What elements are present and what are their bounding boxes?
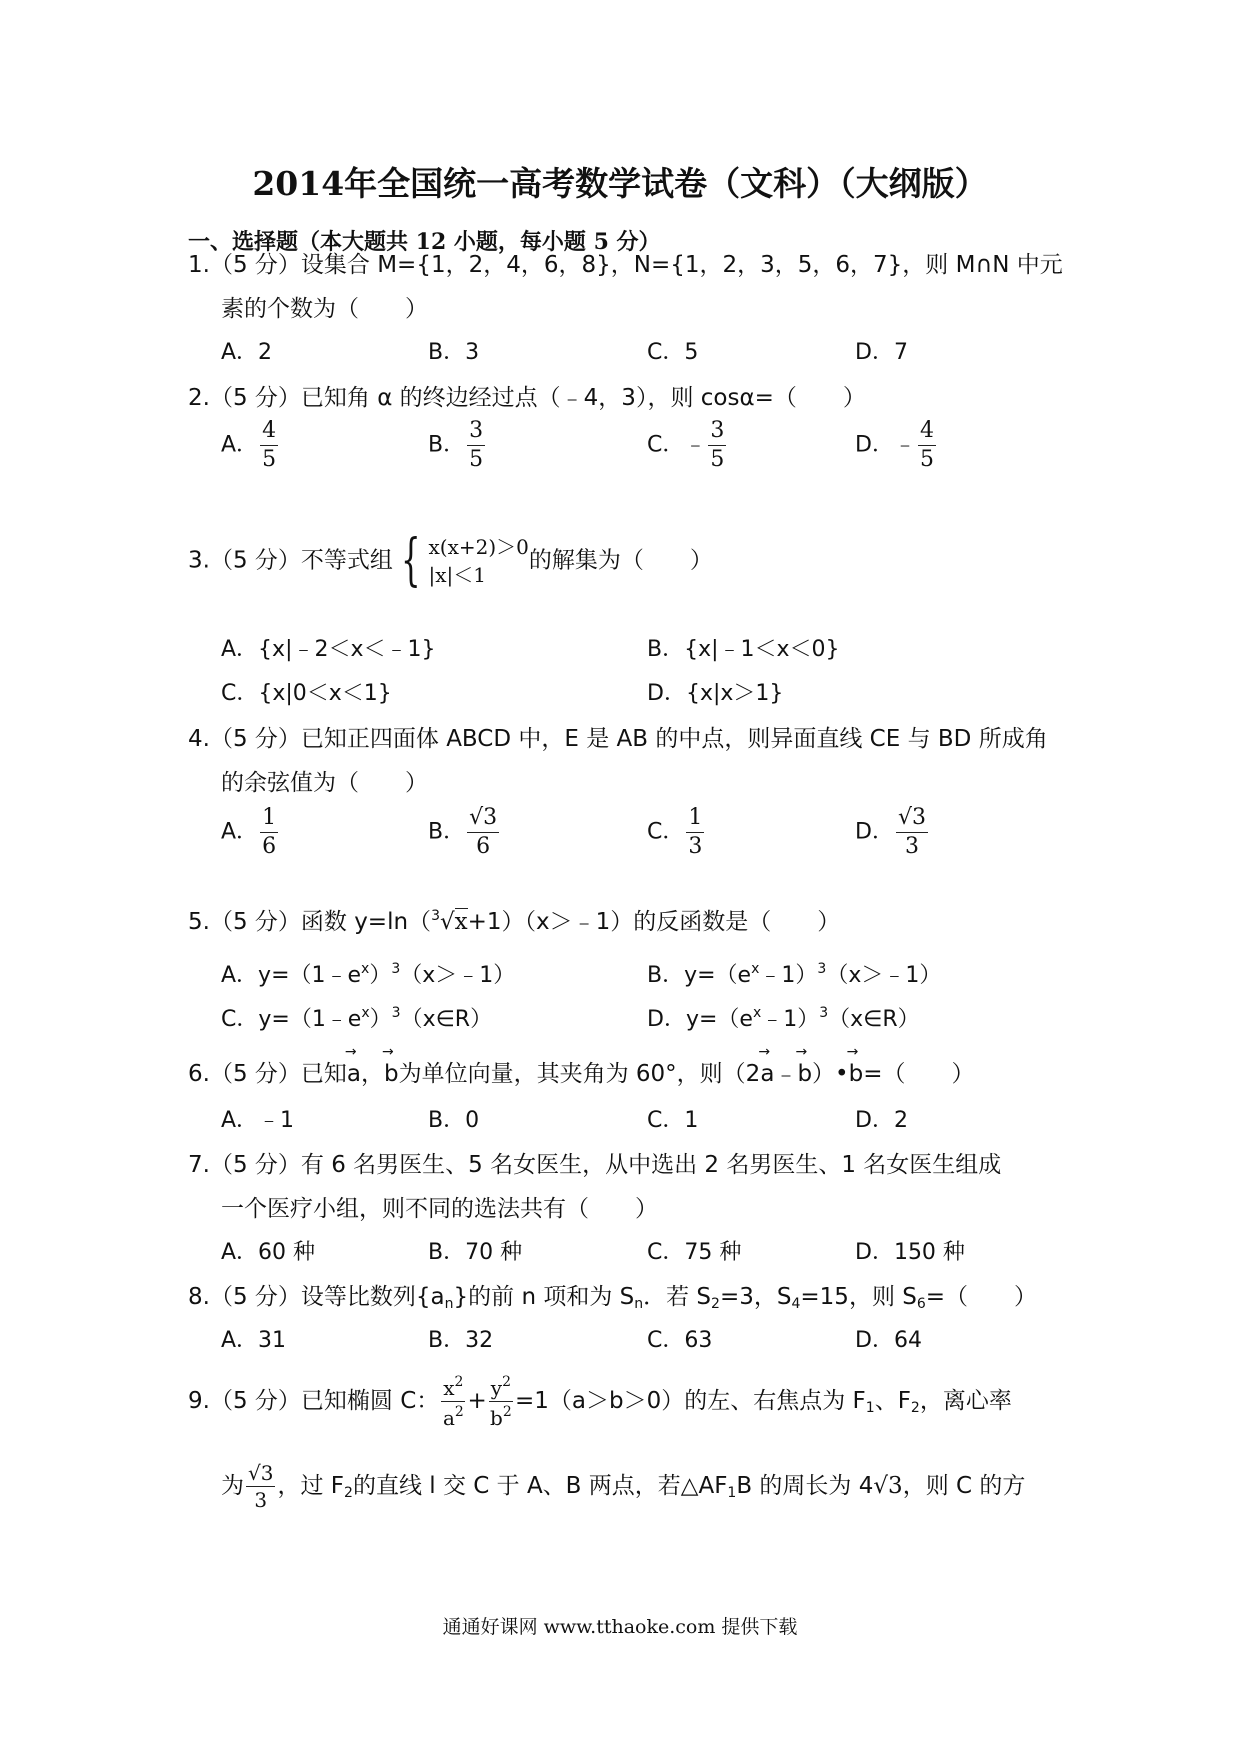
numerator: 4 [918,420,936,446]
subscript: n [634,1296,644,1312]
numerator [489,1375,513,1402]
question-2-stem: 2.（5 分）已知角 α 的终边经过点（﹣4，3），则 cosα=（ ） [188,385,866,411]
denominator [489,1402,513,1428]
fraction [260,420,278,471]
q6-option-b: B．0 [428,1108,480,1133]
question-1-line1: 1.（5 分）设集合 M={1，2，4，6，8}，N={1，2，3，5，6，7}，则 M∩N 中元 [188,252,1063,278]
numerator: 1 [260,807,278,833]
q6-option-a: A．﹣1 [221,1108,295,1133]
subscript: 6 [916,1296,926,1312]
variable: a [442,1406,455,1430]
subscript: n [444,1296,454,1312]
numerator: √3 [248,1461,274,1485]
q7-option-a: A．60 种 [221,1240,316,1265]
denominator [441,1402,465,1428]
fraction-y2-b2 [489,1375,513,1428]
footer-source: 通通好课网 www.tthaoke.com 提供下载 [442,1616,798,1638]
question-4-line1: 4.（5 分）已知正四面体 ABCD 中，E 是 AB 的中点，则异面直线 CE 与 BD 所成角 [188,726,1048,752]
option-text: （x∈R） [400,1007,493,1032]
subscript: 1 [865,1400,875,1416]
denominator: 5 [262,447,277,472]
question-5-part-b: +1）（x＞﹣1）的反函数是（ ） [467,909,841,935]
denominator: 6 [476,834,491,859]
radicand: x [454,909,468,935]
question-text: =3，S [719,1284,792,1310]
option-label: C． [647,819,685,845]
option-label: A． [221,819,259,845]
question-3-suffix: 的解集为（ ） [528,547,713,574]
exponent: x [361,1005,370,1021]
question-5-part-a: 5.（5 分）函数 y=ln（ [188,909,432,935]
question-text: ，过 F [277,1473,345,1499]
q4-option-a [221,807,280,858]
fraction [467,807,499,858]
question-text: =（ ） [925,1284,1038,1310]
subscript: 2 [711,1296,720,1312]
question-7-line1: 7.（5 分）有 6 名男医生、5 名女医生，从中选出 2 名男医生、1 名女医生组成 [188,1152,1002,1178]
q1-option-c: C．5 [647,340,699,365]
option-text: （x＞﹣1） [400,963,516,988]
question-7-line2: 一个医疗小组，则不同的选法共有（ ） [221,1196,658,1222]
q4-option-c [647,807,706,858]
q6-option-d: D．2 [855,1108,908,1133]
subscript: 4 [791,1296,801,1312]
inequality-2: |x|＜1 [428,563,487,587]
option-text: ﹣1） [761,1007,820,1032]
exponent: 3 [819,1005,829,1021]
numerator: √3 [467,807,499,833]
question-text: 、F [874,1388,911,1414]
q3-option-c: C．{x|0＜x＜1} [221,681,392,706]
denominator: 3 [904,834,919,859]
exponent: 2 [454,1404,464,1420]
q3-option-b: B．{x|﹣1＜x＜0} [647,637,840,662]
q8-option-a: A．31 [221,1328,287,1353]
question-4-line2: 的余弦值为（ ） [221,770,428,796]
question-text: ﹣ [774,1061,798,1087]
option-text: ） [369,963,392,988]
fraction-x2-a2 [441,1375,465,1428]
option-label: A． [221,432,259,458]
q1-option-a: A．2 [221,340,273,365]
fraction [896,807,928,858]
question-text: ）• [812,1061,849,1087]
option-text: B．y=（e [647,963,752,988]
exponent: 2 [502,1374,511,1390]
denominator: 5 [710,447,725,472]
option-text: D．y=（e [647,1007,753,1032]
q8-option-b: B．32 [428,1328,494,1353]
option-sign: ﹣ [893,432,916,458]
question-9-line2 [221,1463,1025,1510]
vector-b: → b [797,1061,812,1087]
subscript: 2 [344,1485,353,1501]
q5-option-b [647,958,941,989]
exponent: 3 [391,1005,401,1021]
q8-option-d: D．64 [855,1328,922,1353]
option-label: B． [428,819,466,845]
numerator: 1 [686,807,704,833]
question-text: ，则 C 的方 [902,1473,1026,1499]
numerator: 4 [260,420,278,446]
radical-sign: √ [439,909,455,935]
fraction [918,420,936,471]
question-1-line2: 素的个数为（ ） [221,296,428,322]
question-6-stem [188,1055,975,1088]
option-sign: ﹣ [684,432,707,458]
option-label: B． [428,432,466,458]
question-text: =（ ） [863,1061,975,1087]
q7-option-d: D．150 种 [855,1240,965,1265]
fraction-eccentricity [246,1463,275,1510]
inequality-1: x(x+2)＞0 [428,535,529,559]
question-text: 9.（5 分）已知椭圆 C： [188,1388,440,1414]
question-text: ， [361,1061,384,1087]
numerator: √3 [896,807,928,833]
option-label: C． [647,432,685,458]
question-5-stem [188,903,840,936]
q8-option-c: C．63 [647,1328,713,1353]
q1-option-d: D．7 [855,340,908,365]
section-heading: 一、选择题（本大题共 12 小题，每小题 5 分） [188,229,661,255]
option-text: A．y=（1﹣e [221,963,362,988]
variable: x [443,1376,455,1400]
page-title: 2014年全国统一高考数学试卷（文科）（大纲版） [252,164,988,203]
denominator: 3 [688,834,703,859]
vector-a: → a [760,1061,774,1087]
vector-a: → a [347,1061,361,1087]
inequality-system [429,533,529,589]
q2-option-b [428,420,487,471]
q4-option-b [428,807,501,858]
question-3-prefix: 3.（5 分）不等式组 [188,547,393,574]
variable: b [490,1406,503,1430]
fraction [686,807,704,858]
question-text: }的前 n 项和为 S [453,1284,635,1310]
sqrt-3: √3 [873,1473,903,1499]
brace-symbol: { [400,528,421,593]
q2-option-c [647,420,728,471]
question-text: =1（a＞b＞0）的左、右焦点为 F [514,1388,866,1414]
variable: y [490,1376,503,1400]
option-text: C．y=（1﹣e [221,1007,362,1032]
q4-option-d [855,807,930,858]
option-label: D． [855,819,894,845]
question-text: 6.（5 分）已知 [188,1061,347,1087]
fraction [467,420,485,471]
question-text: 的直线 l 交 C 于 A、B 两点，若△AF [352,1473,728,1499]
q5-option-d [647,1002,920,1033]
plus-sign: + [467,1388,487,1414]
numerator [441,1375,465,1402]
option-text: ） [369,1007,392,1032]
q2-option-a [221,420,280,471]
q3-option-a: A．{x|﹣2＜x＜﹣1} [221,637,436,662]
option-text: （x＞﹣1） [826,963,942,988]
q3-option-d: D．{x|x＞1} [647,681,784,706]
q1-option-b: B．3 [428,340,480,365]
question-text: 为单位向量，其夹角为 60°，则（2 [398,1061,761,1087]
option-text: （x∈R） [828,1007,920,1032]
option-label: D． [855,432,894,458]
exponent: 3 [391,961,401,977]
q7-option-b: B．70 种 [428,1240,523,1265]
question-text: ，离心率 [919,1388,1012,1414]
exponent: x [751,961,760,977]
question-3-stem [188,528,713,593]
q7-option-c: C．75 种 [647,1240,742,1265]
question-9-line1 [188,1375,1012,1428]
denominator: 5 [919,447,934,472]
cube-root-index: 3 [431,908,440,924]
question-text: ．若 S [643,1284,712,1310]
question-text: B 的周长为 4 [736,1473,874,1499]
exponent: x [752,1005,762,1021]
denominator: 3 [254,1488,268,1512]
numerator: 3 [467,420,485,446]
option-text: ﹣1） [759,963,818,988]
subscript: 1 [727,1485,737,1501]
denominator: 6 [262,834,277,859]
q2-option-d [855,420,938,471]
q5-option-c [221,1002,492,1033]
q6-option-c: C．1 [647,1108,699,1133]
vector-b: → b [384,1061,399,1087]
denominator: 5 [469,447,484,472]
numerator: 3 [708,420,726,446]
question-text: 8.（5 分）设等比数列{a [188,1284,445,1310]
question-text: 为 [221,1473,244,1499]
q5-option-a [221,958,515,989]
exponent: x [361,961,370,977]
exponent: 2 [454,1374,464,1390]
vector-b: → b [849,1061,864,1087]
question-text: =15，则 S [800,1284,917,1310]
exponent: 3 [817,961,827,977]
subscript: 2 [910,1400,920,1416]
question-8-stem [188,1278,1037,1312]
exponent: 2 [502,1404,512,1420]
fraction [708,420,726,471]
fraction [260,807,278,858]
